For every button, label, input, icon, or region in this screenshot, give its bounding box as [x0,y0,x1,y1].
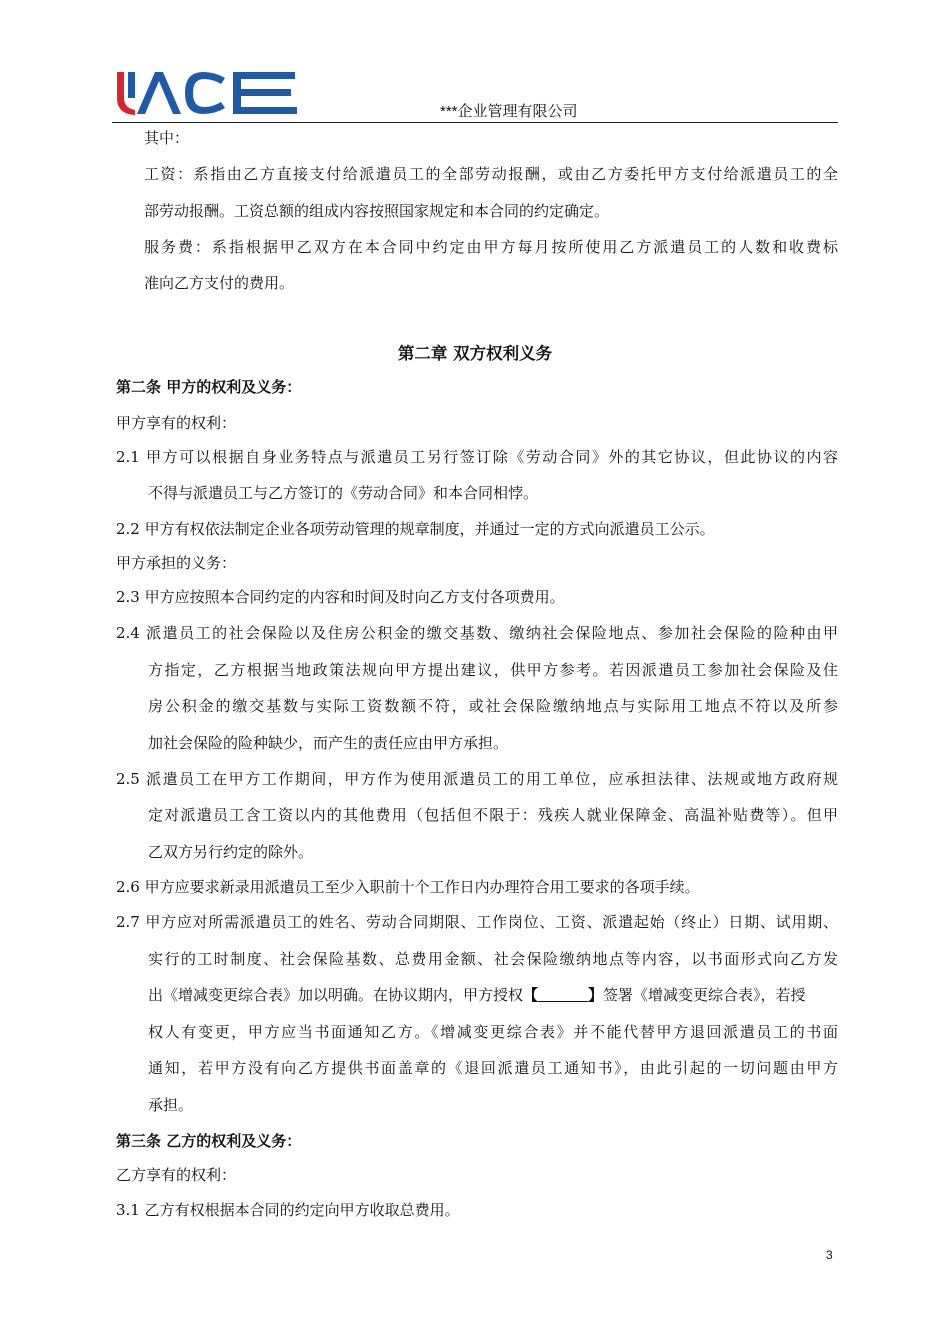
clause-2-4-line-4: 加社会保险的险种缺少，而产生的责任应由甲方承担。 [148,734,509,752]
ace-logo [115,68,305,118]
logo-letter-c [185,72,225,114]
clause-2-4-line-3: 房公积金的缴交基数与实际工资数额不符，或社会保险缴纳地点与实际用工地点不符以及所参 [148,697,838,715]
intro-line-1: 其中： [144,129,190,147]
clause-2-1-line-2: 不得与派遣员工与乙方签订的《劳动合同》和本合同相悖。 [148,484,539,502]
logo-blue-bar [128,72,135,98]
article-2-duties-label: 甲方承担的义务： [116,554,237,572]
intro-line-5: 准向乙方支付的费用。 [144,274,295,292]
intro-line-2: 工资：系指由乙方直接支付给派遣员工的全部劳动报酬，或由乙方委托甲方支付给派遣员工的全 [144,165,838,183]
clause-2-3: 2.3 甲方应按照本合同约定的内容和时间及时向乙方支付各项费用。 [116,588,565,606]
logo-letter-e [233,72,297,114]
clause-2-6: 2.6 甲方应要求新录用派遣员工至少入职前十个工作日内办理符合用工要求的各项手续。 [116,878,700,896]
clause-2-1-line-1: 2.1 甲方可以根据自身业务特点与派遣员工另行签订除《劳动合同》外的其它协议，但此协议的内容 [116,448,838,466]
clause-2-2: 2.2 甲方有权依法制定企业各项劳动管理的规章制度，并通过一定的方式向派遣员工公示。 [116,520,715,538]
intro-line-3: 部劳动报酬。工资总额的组成内容按照国家规定和本合同的约定确定。 [144,202,610,220]
clause-3-1: 3.1 乙方有权根据本合同的约定向甲方收取总费用。 [116,1201,460,1219]
article-3-rights-label: 乙方享有的权利： [116,1166,237,1184]
clause-2-5-line-2: 定对派遣员工含工资以内的其他费用（包括但不限于：残疾人就业保障金、高温补贴费等）。但甲 [148,806,838,824]
bracket-close: 】 [588,986,604,1004]
article-3-title: 第三条 乙方的权利及义务： [116,1132,302,1150]
ace-logo-mark [115,68,305,118]
clause-2-7-line-4: 权人有变更，甲方应当书面通知乙方。《增减变更综合表》并不能代替甲方退回派遣员工的书面 [148,1023,838,1041]
article-2-title: 第二条 甲方的权利及义务： [116,378,302,396]
clause-2-7-line-2: 实行的工时制度、社会保险基数、总费用金额、社会保险缴纳地点等内容，以书面形式向乙方发 [148,950,838,968]
chapter-title: 第二章 双方权利义务 [397,344,553,363]
article-2-rights-label: 甲方享有的权利： [116,414,237,432]
clause-2-4-line-1: 2.4 派遣员工的社会保险以及住房公积金的缴交基数、缴纳社会保险地点、参加社会保险的险种由甲 [116,624,838,642]
header-divider [112,122,838,123]
logo-letter-a [137,72,181,114]
clause-2-7-line-3 [148,985,806,1005]
clause-2-7-line-1: 2.7 甲方应对所需派遣员工的姓名、劳动合同期限、工作岗位、工资、派遣起始（终止）日期、试用期、 [116,913,838,931]
clause-2-5-line-1: 2.5 派遣员工在甲方工作期间，甲方作为使用派遣员工的用工单位，应承担法律、法规或地方政府规 [116,770,838,788]
authorized-person-blank [538,987,588,1002]
clause-2-7-line-3-post: 签署《增减变更综合表》，若授 [603,986,806,1004]
clause-2-5-line-3: 乙双方另行约定的除外。 [148,843,314,861]
bracket-open: 【 [523,986,539,1004]
page-number: 3 [826,1248,833,1262]
clause-2-7-line-6: 承担。 [148,1096,194,1114]
clause-2-7-line-3-pre: 出《增减变更综合表》加以明确。在协议期内，甲方授权 [148,986,524,1004]
clause-2-4-line-2: 方指定，乙方根据当地政策法规向甲方提出建议，供甲方参考。若因派遣员工参加社会保险及住 [148,661,838,679]
intro-line-4: 服务费：系指根据甲乙双方在本合同中约定由甲方每月按所使用乙方派遣员工的人数和收费标 [144,238,838,256]
company-name: ***企业管理有限公司 [440,103,578,120]
clause-2-7-line-5: 通知，若甲方没有向乙方提供书面盖章的《退回派遣员工通知书》，由此引起的一切问题由甲方 [148,1059,838,1077]
